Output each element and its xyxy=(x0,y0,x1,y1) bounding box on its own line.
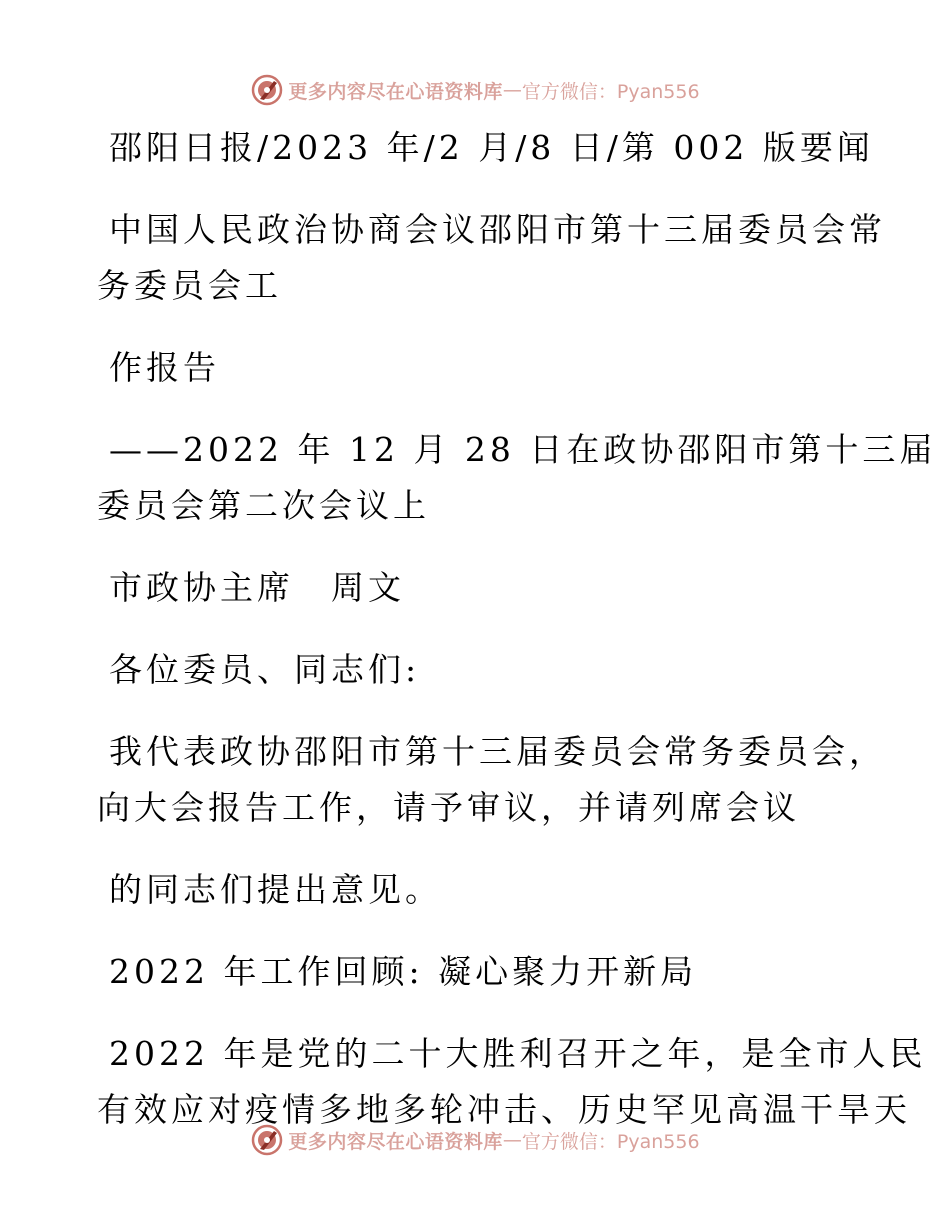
watermark-contact: 官方微信：Pyan556 xyxy=(521,1130,700,1153)
salutation: 各位委员、同志们: xyxy=(109,650,421,689)
bottom-watermark xyxy=(0,1120,950,1160)
watermark-separator: — xyxy=(502,1129,522,1151)
top-watermark xyxy=(0,70,950,110)
report-title-continued: 作报告 xyxy=(109,348,220,387)
watermark-separator: — xyxy=(502,79,522,101)
body-paragraph: 我代表政协邵阳市第十三届委员会常务委员会， 向大会报告工作，请予审议，并请列席会议 xyxy=(97,732,886,827)
quill-seal-icon xyxy=(250,1123,284,1157)
body-paragraph: 2022 年是党的二十大胜利召开之年，是全市人民 有效应对疫情多地多轮冲击、历史罕见高温干旱天 xyxy=(97,1034,927,1129)
quill-seal-icon xyxy=(250,73,284,107)
watermark-contact: 官方微信：Pyan556 xyxy=(521,80,700,103)
watermark-text: 更多内容尽在心语资料库 xyxy=(288,1130,503,1153)
watermark-text: 更多内容尽在心语资料库 xyxy=(288,80,503,103)
newspaper-source-line: 邵阳日报/2023 年/2 月/8 日/第 002 版要闻 xyxy=(109,128,874,167)
author-line: 市政协主席 周文 xyxy=(109,568,405,607)
document-body xyxy=(97,120,937,1164)
body-paragraph: 的同志们提出意见。 xyxy=(109,870,442,909)
report-subtitle: ——2022 年 12 月 28 日在政协邵阳市第十三届 委员会第二次会议上 xyxy=(97,430,937,525)
report-title: 中国人民政治协商会议邵阳市第十三届委员会常 务委员会工 xyxy=(97,210,886,305)
section-heading: 2022 年工作回顾: 凝心聚力开新局 xyxy=(109,952,698,991)
